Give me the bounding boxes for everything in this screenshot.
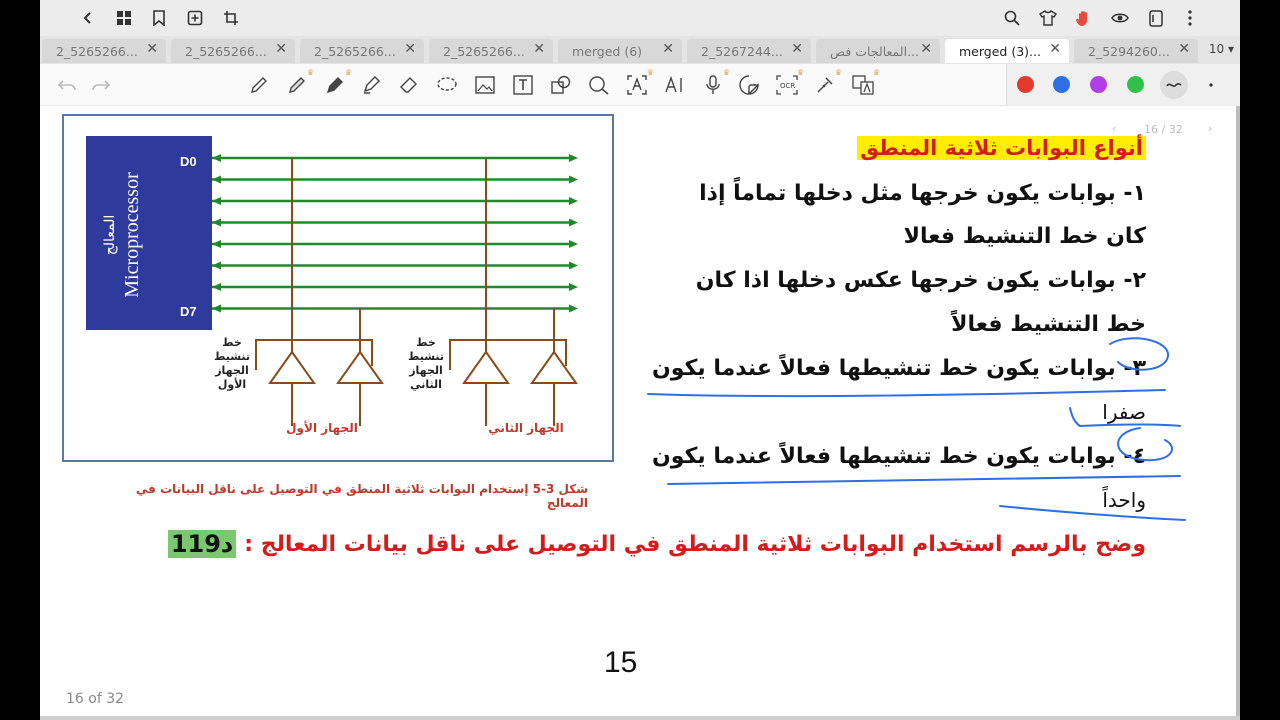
bus-arrow-left: [212, 305, 221, 313]
document-page[interactable]: [40, 106, 1236, 718]
tab-1[interactable]: [171, 39, 295, 63]
close-tab-icon[interactable]: ✕: [662, 41, 674, 57]
document-tabs: [40, 36, 1240, 64]
enable-label-2-line: الجهاز: [409, 364, 443, 377]
bookmark-icon[interactable]: [147, 6, 171, 30]
close-tab-icon[interactable]: ✕: [404, 41, 416, 57]
premium-crown-icon: ♛: [646, 68, 654, 77]
fountain-pen-icon[interactable]: [322, 68, 352, 98]
enable-label-1-line: خط: [222, 336, 242, 349]
close-tab-icon[interactable]: ✕: [1049, 41, 1061, 57]
bus-arrow-right: [569, 305, 578, 313]
color-palette: [1006, 64, 1240, 106]
exam-question: [168, 530, 1146, 558]
bus-arrow-left: [212, 176, 221, 184]
list-item-3-line-1: ٣- بوابات يكون خط تنشيطها فعالاً عندما يكون: [652, 356, 1146, 381]
tab-4[interactable]: [558, 39, 682, 63]
bus-arrow-right: [569, 283, 578, 291]
close-tab-icon[interactable]: ✕: [533, 41, 545, 57]
microprocessor-label: Microprocessor: [121, 172, 143, 298]
close-tab-icon[interactable]: ✕: [1178, 41, 1190, 57]
ocr-icon[interactable]: [774, 68, 804, 98]
bus-arrow-right: [569, 262, 578, 270]
tab-label: 2_5265266...: [185, 43, 267, 59]
eraser-icon[interactable]: [396, 72, 422, 98]
bottom-edge: [40, 716, 1240, 720]
list-item-2-line-1: ٢- بوابات يكون خرجها عكس دخلها اذا كان: [695, 268, 1146, 293]
tab-label: 2_5294260...: [1088, 43, 1170, 59]
tab-label: merged (3)...: [959, 43, 1041, 59]
lasso-icon[interactable]: [434, 72, 460, 98]
bus-arrow-right: [569, 219, 578, 227]
tab-label: المعالجات فص...: [830, 43, 919, 59]
figure-tristate-bus: [62, 114, 614, 462]
section-heading: أنواع البوابات ثلاثية المنطق: [857, 136, 1146, 160]
bus-arrow-right: [569, 154, 578, 162]
sticker-icon[interactable]: [736, 72, 762, 98]
bus-arrow-left: [212, 219, 221, 227]
eye-icon[interactable]: [1108, 6, 1132, 30]
bus-arrow-left: [212, 283, 221, 291]
hand-icon[interactable]: [1072, 6, 1096, 30]
stroke-style-icon[interactable]: [1160, 71, 1188, 99]
tab-8[interactable]: [1074, 39, 1198, 63]
tab-0[interactable]: [42, 39, 166, 63]
shirt-icon[interactable]: [1036, 6, 1060, 30]
pin-d7-label: D7: [180, 304, 197, 319]
laser-pointer-icon[interactable]: [812, 68, 842, 98]
system-toolbar: [40, 0, 1240, 36]
text-box-icon[interactable]: [510, 72, 536, 98]
tab-label: 2_5267244...: [701, 43, 783, 59]
pen-icon[interactable]: [284, 68, 314, 98]
enable-label-1-line: تنشيط: [213, 350, 251, 363]
device-1-label: الجهاز الأول: [286, 421, 358, 435]
app-window: [40, 0, 1240, 720]
tab-label: 2_5265266...: [56, 43, 138, 59]
search-icon[interactable]: [1000, 6, 1024, 30]
close-tab-icon[interactable]: ✕: [920, 41, 932, 57]
premium-crown-icon: ♛: [872, 68, 880, 77]
tab-7[interactable]: [945, 39, 1069, 63]
svg-text:OCR: OCR: [780, 82, 796, 90]
color-swatch-blue[interactable]: [1053, 76, 1070, 93]
enable-label-2-line: خط: [416, 336, 436, 349]
image-icon[interactable]: [472, 72, 498, 98]
tab-count-value: 10: [1208, 42, 1225, 56]
bus-arrow-right: [569, 176, 578, 184]
next-page-icon[interactable]: ›: [1208, 122, 1213, 135]
list-item-4-line-1: ٤- بوابات يكون خط تنشيطها فعالاً عندما يكون: [652, 444, 1146, 469]
annotation-toolbar: [40, 64, 1240, 106]
color-swatch-green[interactable]: [1127, 76, 1144, 93]
premium-crown-icon: ♛: [796, 68, 804, 77]
pencil-icon[interactable]: [246, 72, 272, 98]
bus-arrow-left: [212, 154, 221, 162]
enable-label-1-line: الجهاز: [215, 364, 249, 377]
figure-caption: شكل 3-5 إستخدام البوابات ثلاثية المنطق في التوصيل على ناقل البيانات في المعالج: [135, 482, 588, 510]
tab-3[interactable]: [429, 39, 553, 63]
enable-label-1-line: الأول: [217, 378, 247, 391]
ai-icon[interactable]: [662, 72, 688, 98]
microphone-icon[interactable]: [700, 68, 730, 98]
question-text: وضح بالرسم استخدام البوابات ثلاثية المنطق في التوصيل على ناقل بيانات المعالج :: [244, 531, 1146, 557]
text-recognition-icon[interactable]: [624, 68, 654, 98]
translate-icon[interactable]: [850, 68, 880, 98]
pin-d0-label: D0: [180, 154, 197, 169]
close-tab-icon[interactable]: ✕: [146, 41, 158, 57]
ocr-search-icon[interactable]: [586, 72, 612, 98]
document-icon[interactable]: [1144, 6, 1168, 30]
enable-label-2-line: الثاني: [410, 378, 442, 391]
page-number: 15: [604, 646, 638, 679]
processor-arabic-label: المعالج: [102, 214, 118, 256]
question-code-badge: 1د19: [168, 530, 236, 558]
prev-page-icon[interactable]: ‹: [1112, 122, 1117, 135]
tab-label: 2_5265266...: [443, 43, 525, 59]
tab-6[interactable]: [816, 39, 940, 63]
grid-view-icon[interactable]: [112, 6, 136, 30]
list-item-3-line-2: صفرا: [1102, 400, 1146, 424]
list-item-4-line-2: واحداً: [1102, 488, 1146, 512]
tab-label: merged (6): [572, 43, 643, 59]
close-tab-icon[interactable]: ✕: [791, 41, 803, 57]
bus-arrow-right: [569, 197, 578, 205]
tab-5[interactable]: [687, 39, 811, 63]
page-nav-label: 16 / 32: [1144, 123, 1183, 136]
back-icon[interactable]: [76, 6, 100, 30]
device-2-label: الجهاز الثاني: [488, 421, 564, 435]
close-tab-icon[interactable]: ✕: [275, 41, 287, 57]
shapes-icon[interactable]: [548, 72, 574, 98]
crop-icon[interactable]: [219, 6, 243, 30]
list-item-2-line-2: خط التنشيط فعالاً: [951, 312, 1146, 337]
enable-label-2-line: تنشيط: [407, 350, 445, 363]
tab-2[interactable]: [300, 39, 424, 63]
bus-arrow-right: [569, 240, 578, 248]
tab-label: 2_5265266...: [314, 43, 396, 59]
bus-arrow-left: [212, 197, 221, 205]
premium-crown-icon: ♛: [344, 68, 352, 77]
color-swatch-purple[interactable]: [1090, 76, 1107, 93]
premium-crown-icon: ♛: [722, 68, 730, 77]
premium-crown-icon: ♛: [306, 68, 314, 77]
more-colors-icon[interactable]: [1203, 72, 1219, 98]
highlighter-icon[interactable]: [358, 72, 384, 98]
data-bus-lines: [212, 154, 578, 313]
add-page-icon[interactable]: [183, 6, 207, 30]
tab-count[interactable]: 10 ▾: [1208, 42, 1234, 56]
list-item-1-line-1: ١- بوابات يكون خرجها مثل دخلها تماماً إذا: [699, 181, 1146, 206]
vertical-scrollbar[interactable]: [1236, 106, 1240, 720]
color-swatch-red[interactable]: [1017, 76, 1034, 93]
bus-arrow-left: [212, 262, 221, 270]
list-item-1-line-2: كان خط التنشيط فعالا: [903, 224, 1146, 249]
undo-icon[interactable]: [54, 72, 80, 98]
bus-arrow-left: [212, 240, 221, 248]
page-counter: 16 of 32: [66, 691, 125, 707]
premium-crown-icon: ♛: [834, 68, 842, 77]
more-options-icon[interactable]: [1178, 6, 1202, 30]
redo-icon[interactable]: [88, 72, 114, 98]
